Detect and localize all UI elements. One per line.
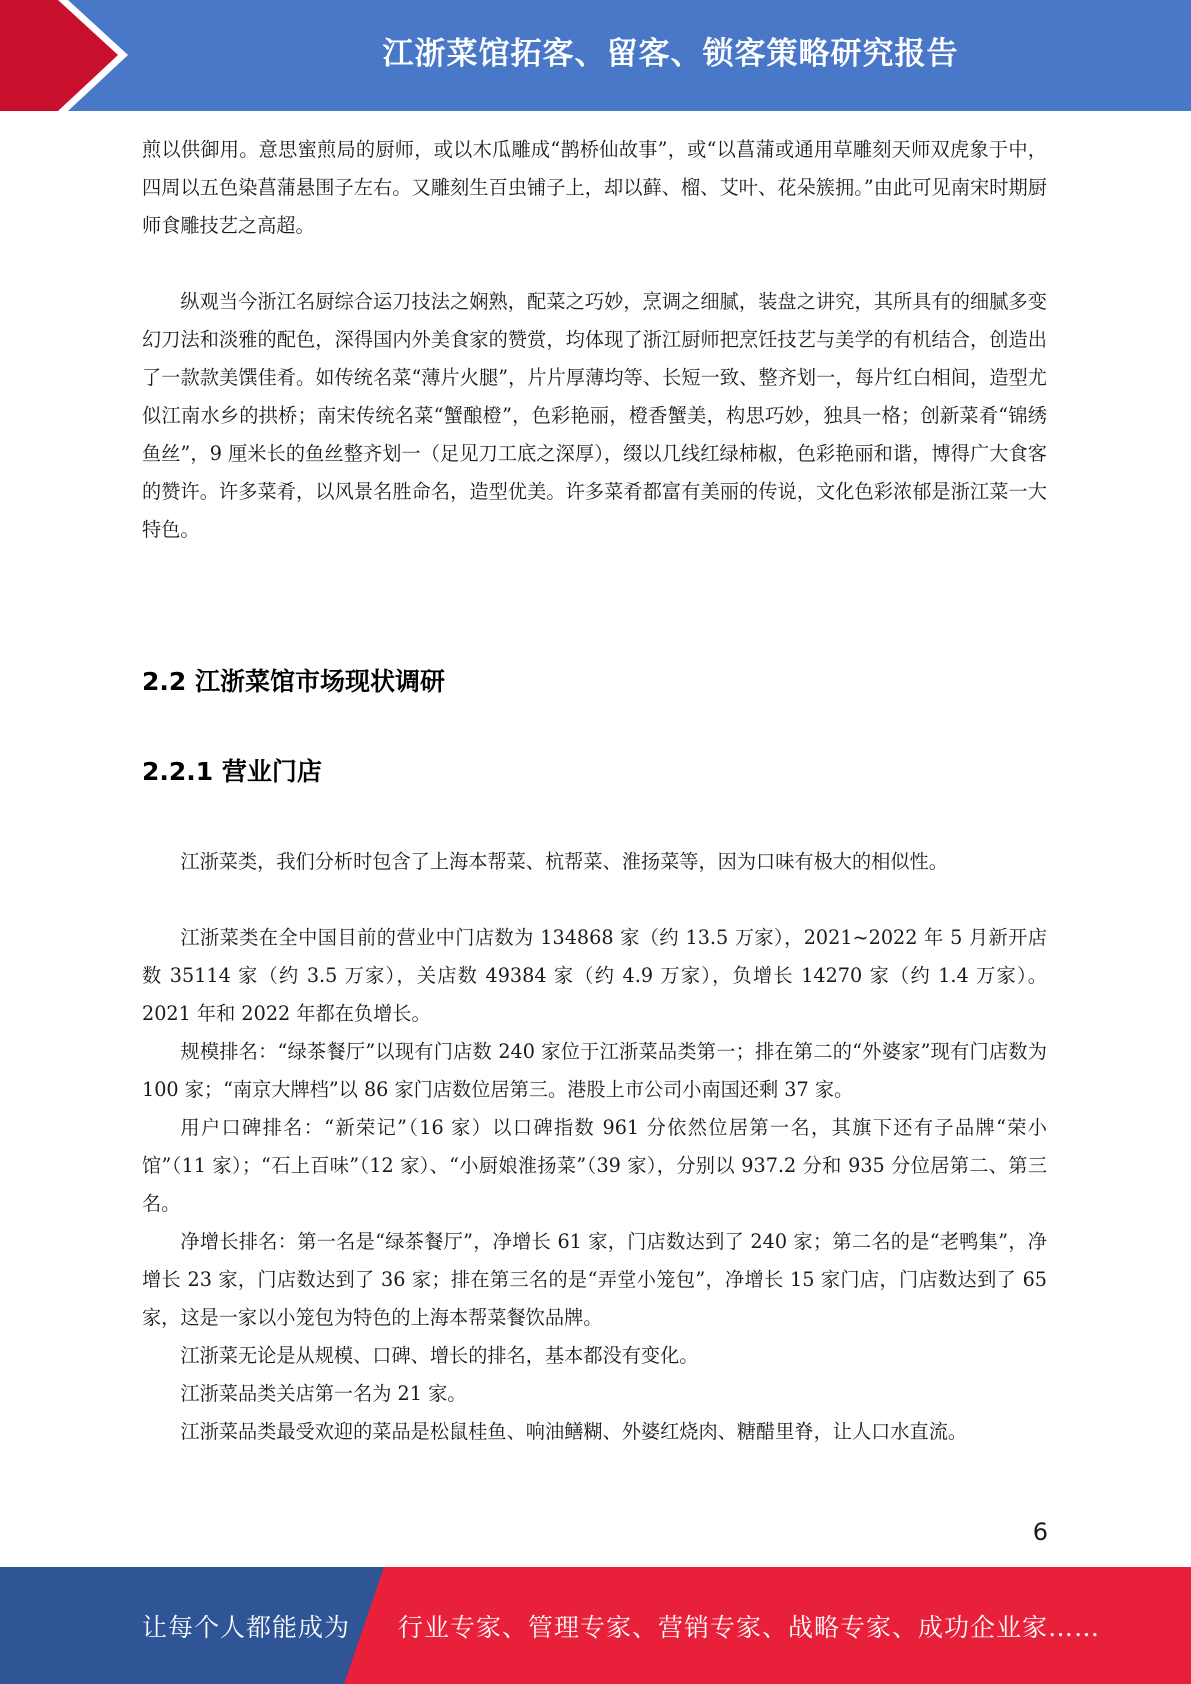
paragraph-spacer xyxy=(142,881,1047,919)
paragraph-scale-ranking: 规模排名：“绿茶餐厅”以现有门店数 240 家位于江浙菜品类第一；排在第二的“外婆家”现有门店数为 100 家；“南京大牌档”以 86 家门店数位居第三。港股上市公司小南国还剩 37 家。 xyxy=(142,1040,1047,1101)
header-chevron-decoration xyxy=(0,0,160,111)
section-spacer xyxy=(142,739,1047,753)
footer-slogan-left: 让每个人都能成为 xyxy=(142,1612,351,1642)
paragraph-reputation-ranking: 用户口碑排名：“新荣记”（16 家）以口碑指数 961 分依然位居第一名，其旗下还有子品牌“荣小馆”（11 家）；“石上百味”（12 家）、“小厨娘淮扬菜”（39 家），分别以 937.2 分和 935 分位居第二、第三名。 xyxy=(142,1116,1047,1215)
section-heading-2-2: 2.2 江浙菜馆市场现状调研 xyxy=(142,667,445,696)
section-heading-2-2-1: 2.2.1 营业门店 xyxy=(142,757,322,786)
report-title: 江浙菜馆拓客、留客、锁客策略研究报告 xyxy=(382,35,959,72)
page-content xyxy=(142,131,1047,1451)
section-spacer xyxy=(142,701,1047,739)
paragraph-closures: 江浙菜品类关店第一名为 21 家。 xyxy=(180,1382,467,1405)
paragraph-food-carving-continued: 煎以供御用。意思蜜煎局的厨师，或以木瓜雕成“鹊桥仙故事”，或“以菖蒲或通用草雕刻天师双虎象于中，四周以五色染菖蒲悬围子左右。又雕刻生百虫铺子上，却以藓、榴、艾叶、花朵簇拥。”由此可见南宋时期厨师食雕技艺之高超。 xyxy=(142,138,1047,237)
footer-slogan-right: 行业专家、管理专家、营销专家、战略专家、成功企业家…… xyxy=(398,1612,1101,1642)
section-spacer xyxy=(142,549,1047,625)
page-footer xyxy=(0,1567,1191,1684)
page-number: 6 xyxy=(1032,1518,1048,1546)
section-spacer xyxy=(142,829,1047,843)
section-spacer xyxy=(142,791,1047,829)
paragraph-ranking-unchanged: 江浙菜无论是从规模、口碑、增长的排名，基本都没有变化。 xyxy=(180,1344,699,1367)
page-header xyxy=(0,0,1191,111)
paragraph-knife-skills: 纵观当今浙江名厨综合运刀技法之娴熟，配菜之巧妙，烹调之细腻，装盘之讲究，其所具有的细腻多变幻刀法和淡雅的配色，深得国内外美食家的赞赏，均体现了浙江厨师把烹饪技艺与美学的有机结合，创造出了一款款美馔佳肴。如传统名菜“薄片火腿”，片片厚薄均等、长短一致、整齐划一，每片红白相间，造型尤似江南水乡的拱桥；南宋传统名菜“蟹酿橙”，色彩艳丽，橙香蟹美，构思巧妙，独具一格；创新菜肴“锦绣鱼丝”，9 厘米长的鱼丝整齐划一（足见刀工底之深厚），缀以几线红绿柿椒，色彩艳丽和谐，博得广大食客的赞许。许多菜肴，以风景名胜命名，造型优美。许多菜肴都富有美丽的传说，文化色彩浓郁是浙江菜一大特色。 xyxy=(142,290,1047,541)
section-spacer xyxy=(142,625,1047,663)
paragraph-growth-ranking: 净增长排名：第一名是“绿茶餐厅”，净增长 61 家，门店数达到了 240 家；第二名的是“老鸭集”，净增长 23 家，门店数达到了 36 家；排在第三名的是“弄堂小笼包”，净增长 15 家门店，门店数达到了 65 家，这是一家以小笼包为特色的上海本帮菜餐饮品牌。 xyxy=(142,1230,1047,1329)
paragraph-popular-dishes: 江浙菜品类最受欢迎的菜品是松鼠桂鱼、响油鳝糊、外婆红烧肉、糖醋里脊，让人口水直流。 xyxy=(180,1420,968,1443)
paragraph-store-counts: 江浙菜类在全中国目前的营业中门店数为 134868 家（约 13.5 万家），2021~2022 年 5 月新开店数 35114 家（约 3.5 万家），关店数 49384 家（约 4.9 万家），负增长 14270 家（约 1.4 万家）。2021 年和 2022 年都在负增长。 xyxy=(142,926,1047,1025)
paragraph-spacer xyxy=(142,245,1047,283)
paragraph-category-scope: 江浙菜类，我们分析时包含了上海本帮菜、杭帮菜、淮扬菜等，因为口味有极大的相似性。 xyxy=(180,850,948,873)
